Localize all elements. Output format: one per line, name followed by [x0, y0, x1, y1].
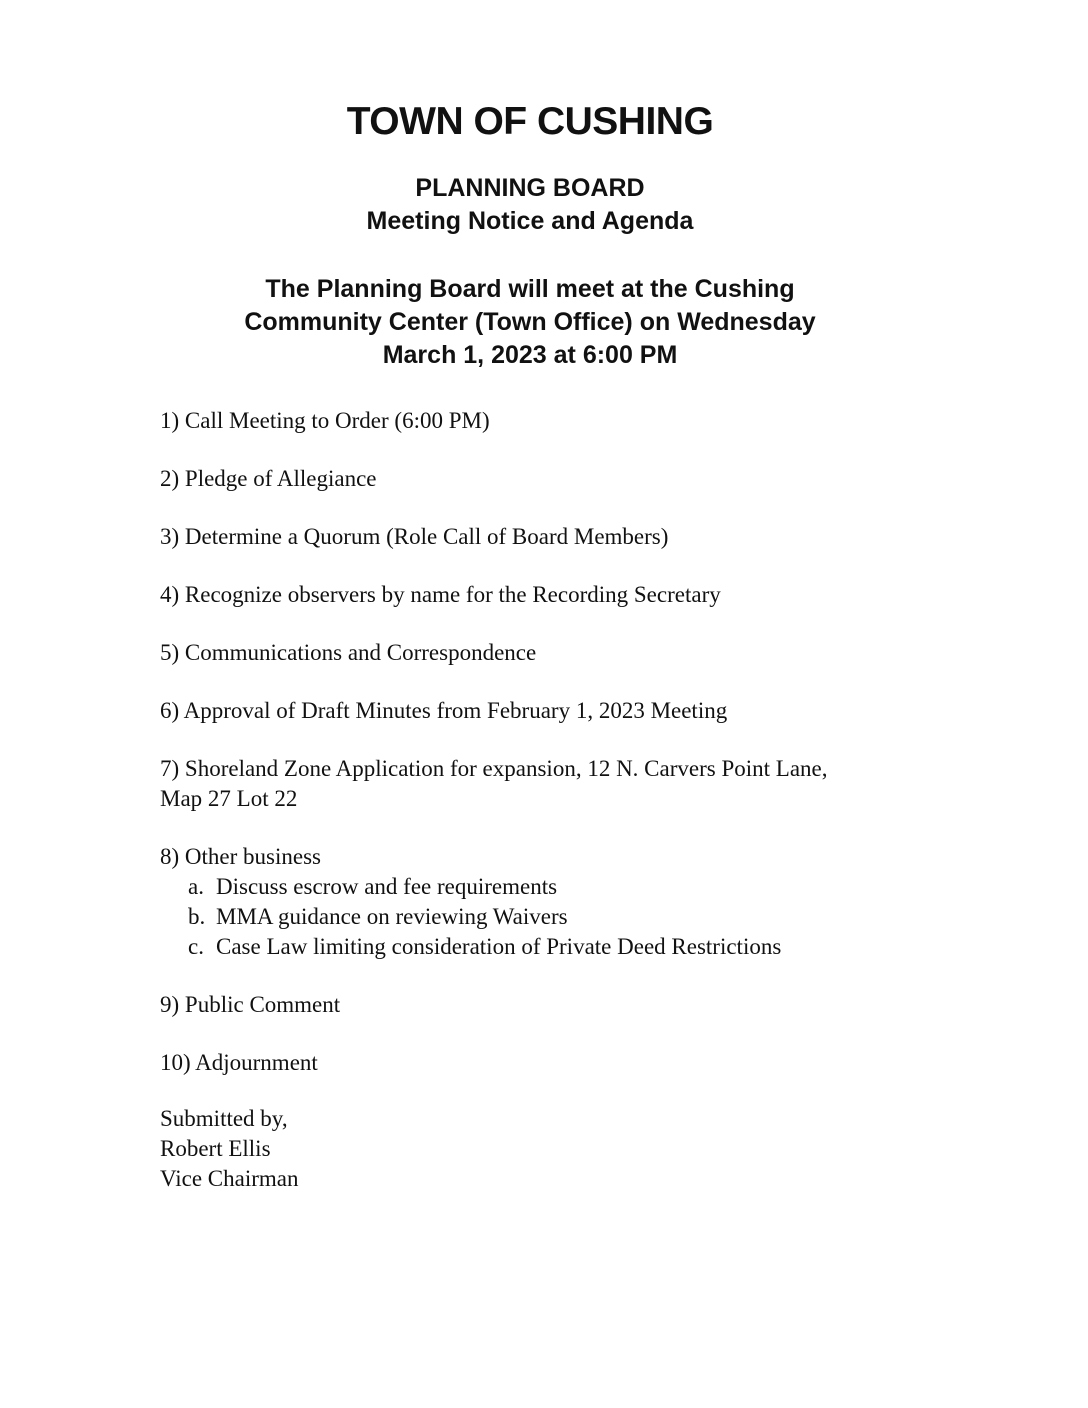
agenda-item: [160, 696, 1040, 726]
meeting-date-time: March 1, 2023 at 6:00 PM: [382, 341, 678, 369]
submitted-by-label: Submitted by,: [160, 1106, 288, 1131]
agenda-item: [160, 638, 1040, 668]
agenda-item: [160, 580, 1040, 610]
agenda-item: [160, 754, 860, 814]
sub-item-letter: c.: [188, 934, 204, 959]
sub-item-text: Case Law limiting consideration of Private Deed Restrictions: [216, 934, 782, 959]
agenda-item-text: 8) Other business: [160, 844, 321, 869]
agenda-item-text: 4) Recognize observers by name for the Recording Secretary: [160, 582, 721, 607]
agenda-item-text: 1) Call Meeting to Order (6:00 PM): [160, 408, 490, 433]
notice-heading: Meeting Notice and Agenda: [366, 207, 694, 235]
sub-item: [160, 872, 1040, 902]
agenda-item: [160, 406, 1040, 436]
sub-item: [160, 902, 1040, 932]
sub-item-letter: b.: [188, 904, 206, 929]
agenda-item-other-business: [160, 842, 1040, 962]
agenda-item: [160, 522, 1040, 552]
agenda-item-text: 2) Pledge of Allegiance: [160, 466, 377, 491]
agenda-item-text: 5) Communications and Correspondence: [160, 640, 537, 665]
sub-item-text: Discuss escrow and fee requirements: [216, 874, 558, 899]
agenda-item-text: 9) Public Comment: [160, 992, 341, 1017]
agenda-item-text: 10) Adjournment: [160, 1050, 318, 1075]
document-title: TOWN OF CUSHING: [346, 100, 714, 143]
sub-item-letter: a.: [188, 874, 204, 899]
agenda-list: [160, 406, 1040, 1106]
signature-block: [160, 1104, 298, 1194]
announcement-line: Community Center (Town Office) on Wednesday: [244, 308, 816, 336]
sub-item-text: MMA guidance on reviewing Waivers: [216, 904, 568, 929]
agenda-item-text: 6) Approval of Draft Minutes from February 1, 2023 Meeting: [160, 698, 728, 723]
board-heading: [0, 172, 1060, 238]
meeting-announcement: [0, 273, 1060, 372]
sub-item: [160, 932, 1040, 962]
signer-name: Robert Ellis: [160, 1136, 271, 1161]
agenda-item-text: 3) Determine a Quorum (Role Call of Board Members): [160, 524, 669, 549]
announcement-line: The Planning Board will meet at the Cushing: [265, 275, 795, 303]
agenda-item: [160, 464, 1040, 494]
agenda-item: [160, 990, 1040, 1020]
agenda-item: [160, 1048, 1040, 1078]
signer-role: Vice Chairman: [160, 1166, 299, 1191]
agenda-item-text: 7) Shoreland Zone Application for expansion, 12 N. Carvers Point Lane, Map 27 Lot 22: [160, 756, 828, 811]
board-name: PLANNING BOARD: [415, 174, 645, 202]
other-business-list: [160, 872, 1040, 962]
